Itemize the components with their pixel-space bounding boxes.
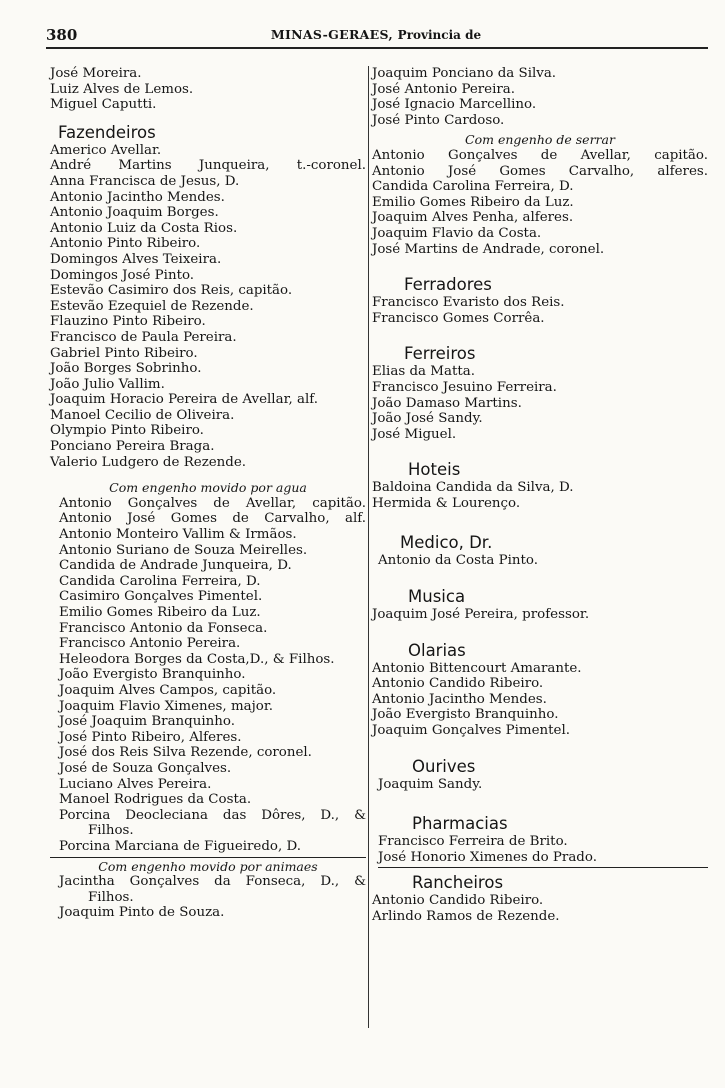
list-item: Anna Francisca de Jesus, D. [50, 173, 240, 189]
list-item: Casimiro Gonçalves Pimentel. [59, 589, 263, 605]
list-item: Joaquim Gonçalves Pimentel. [372, 723, 570, 739]
list-item: João Evergisto Branquinho. [59, 667, 246, 683]
list-item: Manoel Cecilio de Oliveira. [50, 407, 235, 423]
list-item: André Martins Junqueira, t.-coronel. [50, 158, 366, 174]
subsection-heading-serrar: Com engenho de serrar [465, 132, 615, 148]
section-heading-pharmacias: Pharmacias [412, 814, 508, 834]
header-rule [46, 47, 708, 49]
list-item: Emilio Gomes Ribeiro da Luz. [59, 605, 261, 620]
list-item: Candida Carolina Ferreira, D. [372, 179, 574, 195]
running-title-main: MINAS-GERAES, [270, 27, 394, 42]
list-item: Francisco Antonio da Fonseca. [59, 620, 268, 636]
list-item: Antonio José Gomes Carvalho, alferes. [372, 163, 708, 179]
running-title-tail: Provincia de [397, 28, 482, 42]
section-heading-olarias: Olarias [408, 640, 466, 660]
list-item: Antonio Joaquim Borges. [50, 205, 219, 221]
list-item: Francisco Gomes Corrêa. [372, 310, 545, 326]
list-item: Estevão Ezequiel de Rezende. [50, 298, 254, 314]
list-item: Antonio Jacintho Mendes. [50, 189, 225, 205]
list-item-continuation: Filhos. [88, 823, 134, 839]
list-item: Ponciano Pereira Braga. [50, 439, 215, 455]
page-number: 380 [46, 26, 78, 44]
list-item: Candida de Andrade Junqueira, D. [59, 558, 292, 574]
list-item: Porcina Marciana de Figueiredo, D. [59, 838, 302, 854]
list-item: Emilio Gomes Ribeiro da Luz. [372, 194, 574, 210]
list-item: José Joaquim Branquinho. [59, 714, 235, 730]
section-heading-ourives: Ourives [412, 756, 476, 776]
list-item: Joaquim Sandy. [378, 776, 483, 792]
list-item: José Miguel. [372, 426, 457, 442]
list-item: Antonio Candido Ribeiro. [372, 676, 544, 692]
running-title [46, 27, 706, 42]
list-item: José Moreira. [50, 66, 142, 81]
section-heading-ferreiros: Ferreiros [404, 344, 476, 364]
column-divider [368, 66, 369, 1028]
list-item: Joaquim José Pereira, professor. [372, 607, 590, 623]
section-heading-ferradores: Ferradores [404, 275, 492, 295]
list-item: José Antonio Pereira. [372, 81, 516, 97]
list-item: José Honorio Ximenes do Prado. [378, 849, 597, 865]
list-item: Antonio da Costa Pinto. [378, 553, 538, 569]
section-rule [50, 857, 366, 858]
page-header [46, 26, 706, 46]
section-heading-fazendeiros: Fazendeiros [58, 122, 156, 142]
list-item: José Pinto Cardoso. [372, 112, 505, 128]
list-item: Joaquim Ponciano da Silva. [372, 66, 557, 81]
list-item: Hermida & Lourenço. [372, 495, 521, 511]
list-item: João Borges Sobrinho. [50, 361, 202, 377]
list-item: João Julio Vallim. [50, 376, 165, 392]
list-item: Heleodora Borges da Costa,D., & Filhos. [59, 651, 335, 667]
list-item: Antonio Jacintho Mendes. [372, 691, 547, 707]
list-item: Jacintha Gonçalves da Fonseca, D., & [59, 874, 366, 890]
list-item: José Ignacio Marcellino. [372, 97, 537, 113]
list-item: Gabriel Pinto Ribeiro. [50, 345, 198, 361]
list-item: Antonio Bittencourt Amarante. [372, 660, 582, 676]
list-item: Valerio Ludgero de Rezende. [50, 454, 247, 470]
list-item: Flauzino Pinto Ribeiro. [50, 314, 206, 330]
list-item: Joaquim Flavio da Costa. [372, 225, 542, 241]
list-item: Luiz Alves de Lemos. [50, 81, 194, 97]
list-item: Antonio Luiz da Costa Rios. [50, 220, 238, 236]
list-item: Manoel Rodrigues da Costa. [59, 792, 252, 808]
list-item: Domingos José Pinto. [50, 267, 195, 283]
list-item: Francisco Ferreira de Brito. [378, 834, 568, 850]
list-item: João Evergisto Branquinho. [372, 707, 559, 723]
list-item: Joaquim Alves Penha, alferes. [372, 210, 574, 226]
list-item: João Damaso Martins. [372, 395, 522, 411]
list-item: João José Sandy. [372, 411, 483, 427]
list-item: José Martins de Andrade, coronel. [372, 241, 605, 257]
list-item: Olympio Pinto Ribeiro. [50, 423, 204, 439]
section-heading-rancheiros: Rancheiros [412, 873, 504, 893]
list-item: Candida Carolina Ferreira, D. [59, 573, 261, 589]
list-item: Francisco Evaristo dos Reis. [372, 295, 565, 311]
list-item: Estevão Casimiro dos Reis, capitão. [50, 283, 293, 299]
section-heading-hoteis: Hoteis [408, 460, 461, 480]
section-heading-musica: Musica [408, 587, 466, 607]
section-rule [378, 867, 708, 868]
list-item: Domingos Alves Teixeira. [50, 251, 222, 267]
list-item: Antonio Gonçalves de Avellar, capitão. [59, 495, 366, 511]
list-item: Elias da Matta. [372, 364, 475, 380]
list-item: Antonio Pinto Ribeiro. [50, 236, 201, 252]
list-item: Antonio Monteiro Vallim & Irmãos. [59, 527, 297, 543]
list-item: Porcina Deocleciana das Dôres, D., & [59, 807, 366, 823]
list-item: José dos Reis Silva Rezende, coronel. [59, 745, 312, 761]
list-item: Luciano Alves Pereira. [59, 776, 212, 792]
list-item: Francisco Jesuino Ferreira. [372, 379, 557, 395]
subsection-heading-agua: Com engenho movido por agua [109, 480, 307, 496]
list-item: Americo Avellar. [50, 142, 162, 158]
list-item: Joaquim Alves Campos, capitão. [59, 682, 277, 698]
list-item-continuation: Filhos. [88, 889, 134, 905]
list-item: Arlindo Ramos de Rezende. [372, 909, 560, 924]
list-item: Francisco de Paula Pereira. [50, 329, 237, 345]
list-item: Joaquim Flavio Ximenes, major. [59, 698, 274, 714]
subsection-heading-animaes: Com engenho movido por animaes [98, 858, 318, 874]
section-heading-medico: Medico, Dr. [400, 533, 493, 553]
list-item: Joaquim Horacio Pereira de Avellar, alf. [50, 392, 319, 408]
right-column [372, 66, 708, 925]
list-item: Antonio Suriano de Souza Meirelles. [59, 542, 308, 558]
list-item: Baldoina Candida da Silva, D. [372, 480, 574, 496]
list-item: Antonio Candido Ribeiro. [372, 893, 544, 909]
list-item: Francisco Antonio Pereira. [59, 636, 241, 652]
list-item: Joaquim Pinto de Souza. [59, 905, 225, 921]
list-item: Antonio Gonçalves de Avellar, capitão. [372, 147, 708, 163]
list-item: José de Souza Gonçalves. [59, 760, 232, 776]
list-item: Miguel Caputti. [50, 97, 157, 113]
list-item: Antonio José Gomes de Carvalho, alf. [59, 511, 366, 527]
left-column [50, 66, 366, 921]
list-item: José Pinto Ribeiro, Alferes. [59, 729, 242, 745]
